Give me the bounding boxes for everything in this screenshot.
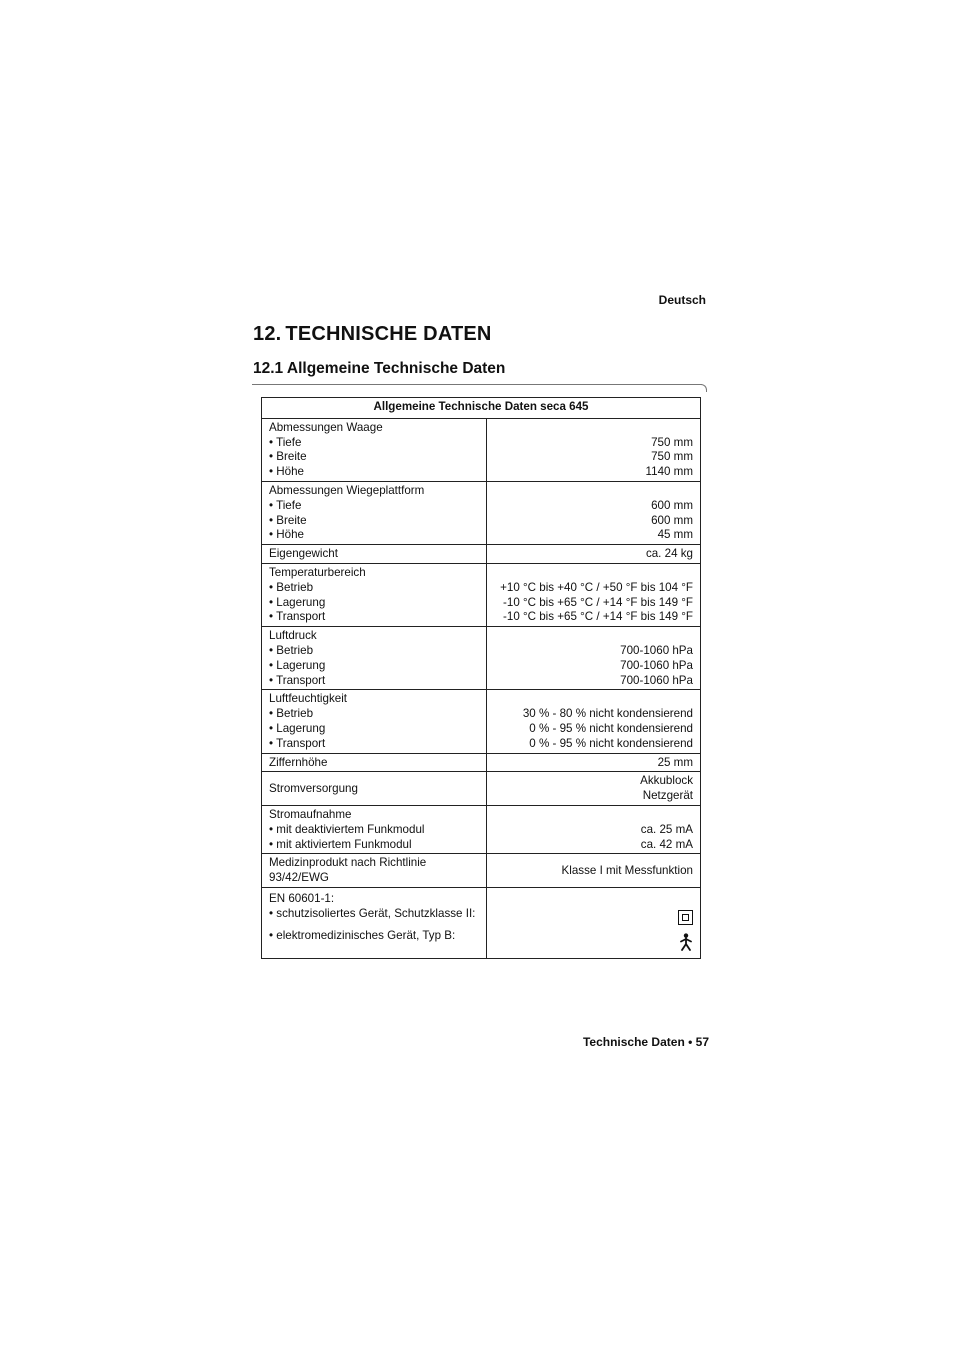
row-label-line: • Tiefe	[269, 498, 302, 512]
row-value	[487, 753, 701, 772]
row-label	[262, 772, 487, 806]
row-label-line: Abmessungen Wiegeplattform	[269, 483, 425, 497]
table-row	[262, 854, 701, 888]
technical-data-table	[261, 397, 701, 959]
row-value-line: ca. 24 kg	[645, 547, 693, 561]
row-value-line: Klasse I mit Messfunktion	[561, 863, 693, 877]
row-value-line: Netzgerät	[642, 789, 693, 803]
row-label-line: • schutzisoliertes Gerät, Schutzklasse II:	[269, 906, 476, 920]
row-value	[487, 854, 701, 888]
row-value-line: 600 mm	[651, 513, 693, 527]
row-value	[487, 627, 701, 690]
table-row	[262, 690, 701, 753]
table-row	[262, 545, 701, 564]
row-label-line: • Transport	[269, 736, 326, 750]
row-value-line: 0 % - 95 % nicht kondensierend	[529, 736, 693, 750]
section-divider	[252, 384, 702, 385]
row-label-line: • Betrieb	[269, 707, 314, 721]
row-label	[262, 481, 487, 544]
row-value	[487, 418, 701, 481]
chapter-number: 12.	[253, 323, 282, 345]
row-value	[487, 887, 701, 958]
row-value-line: -10 °C bis +65 °C / +14 °F bis 149 °F	[503, 610, 693, 624]
row-label-line: • mit aktiviertem Funkmodul	[269, 837, 412, 851]
row-value-line: 700-1060 hPa	[620, 643, 693, 657]
row-value-line: -10 °C bis +65 °C / +14 °F bis 149 °F	[503, 595, 693, 609]
table-header-row	[262, 398, 701, 419]
row-label-line: • Höhe	[269, 465, 304, 479]
row-value-line: 700-1060 hPa	[620, 658, 693, 672]
row-value-line: 600 mm	[651, 498, 693, 512]
protection-class-ii-symbol	[494, 910, 693, 930]
table-caption: Allgemeine Technische Daten seca 645	[262, 398, 701, 419]
row-label-line: Eigengewicht	[269, 547, 338, 561]
row-value-line	[494, 808, 693, 823]
row-label-line: • Lagerung	[269, 595, 326, 609]
row-label-line: Luftdruck	[269, 629, 317, 643]
table-row	[262, 772, 701, 806]
row-label-line: • Lagerung	[269, 658, 326, 672]
table-row	[262, 627, 701, 690]
table-row	[262, 887, 701, 958]
table-row	[262, 418, 701, 481]
row-value-spacer	[494, 892, 693, 907]
page-footer: Technische Daten • 57	[582, 1035, 709, 1049]
type-b-symbol	[494, 933, 693, 956]
chapter-title: TECHNISCHE DATEN	[285, 323, 492, 345]
row-value	[487, 563, 701, 626]
row-label	[262, 753, 487, 772]
row-label-line: • Betrieb	[269, 580, 314, 594]
row-value	[487, 690, 701, 753]
row-value	[487, 772, 701, 806]
row-label-line: • Transport	[269, 610, 326, 624]
row-label	[262, 690, 487, 753]
row-label-line: EN 60601-1:	[269, 891, 335, 905]
row-label	[262, 627, 487, 690]
row-label-line: • Tiefe	[269, 435, 302, 449]
row-label-line: Temperaturbereich	[269, 565, 366, 579]
row-value	[487, 805, 701, 853]
row-label	[262, 418, 487, 481]
row-label-line: • Betrieb	[269, 643, 314, 657]
table-row	[262, 753, 701, 772]
row-label	[262, 854, 487, 888]
row-value-line: 25 mm	[657, 755, 693, 769]
row-value-line: +10 °C bis +40 °C / +50 °F bis 104 °F	[500, 580, 693, 594]
chapter-heading	[253, 323, 492, 346]
row-value-line: 30 % - 80 % nicht kondensierend	[522, 707, 693, 721]
row-label-line: • Höhe	[269, 528, 304, 542]
row-value-line: 45 mm	[657, 528, 693, 542]
row-label-line: • Breite	[269, 450, 307, 464]
row-label-line: Abmessungen Waage	[269, 420, 383, 434]
type-b-applied-part-icon	[679, 933, 693, 951]
row-label-line: Ziffernhöhe	[269, 755, 328, 769]
row-label	[262, 545, 487, 564]
section-heading: 12.1 Allgemeine Technische Daten	[253, 360, 506, 377]
row-label-line: • Lagerung	[269, 721, 326, 735]
protection-class-ii-icon	[678, 910, 693, 925]
row-value-line: ca. 42 mA	[640, 837, 693, 851]
table-row	[262, 805, 701, 853]
row-label-line: Stromaufnahme	[269, 807, 352, 821]
row-label-line: • elektromedizinisches Gerät, Typ B:	[269, 928, 456, 942]
row-value-line: 1140 mm	[645, 465, 693, 479]
row-value-line	[494, 566, 693, 581]
row-value-line: ca. 25 mA	[640, 822, 693, 836]
row-label-line: Luftfeuchtigkeit	[269, 692, 347, 706]
row-value-line	[494, 629, 693, 644]
row-label-line: • Breite	[269, 513, 307, 527]
row-label	[262, 887, 487, 958]
row-value-line: 0 % - 95 % nicht kondensierend	[529, 721, 693, 735]
table-row	[262, 563, 701, 626]
row-value-line	[494, 692, 693, 707]
row-value-line: 750 mm	[651, 450, 693, 464]
table-row	[262, 481, 701, 544]
language-label: Deutsch	[658, 293, 706, 307]
row-label-line: Medizinprodukt nach Richtlinie	[269, 856, 427, 870]
row-label-line: 93/42/EWG	[269, 871, 329, 885]
row-label-line: • mit deaktiviertem Funkmodul	[269, 822, 425, 836]
row-value-line: Akkublock	[640, 774, 693, 788]
row-value	[487, 545, 701, 564]
row-value-line: 700-1060 hPa	[620, 673, 693, 687]
row-value	[487, 481, 701, 544]
row-label	[262, 805, 487, 853]
row-value-line: 750 mm	[651, 435, 693, 449]
row-label-line: • Transport	[269, 673, 326, 687]
row-value-line	[494, 484, 693, 499]
row-value-line	[494, 421, 693, 436]
row-label-line: Stromversorgung	[269, 781, 358, 795]
row-label	[262, 563, 487, 626]
section-divider-corner	[700, 384, 707, 392]
